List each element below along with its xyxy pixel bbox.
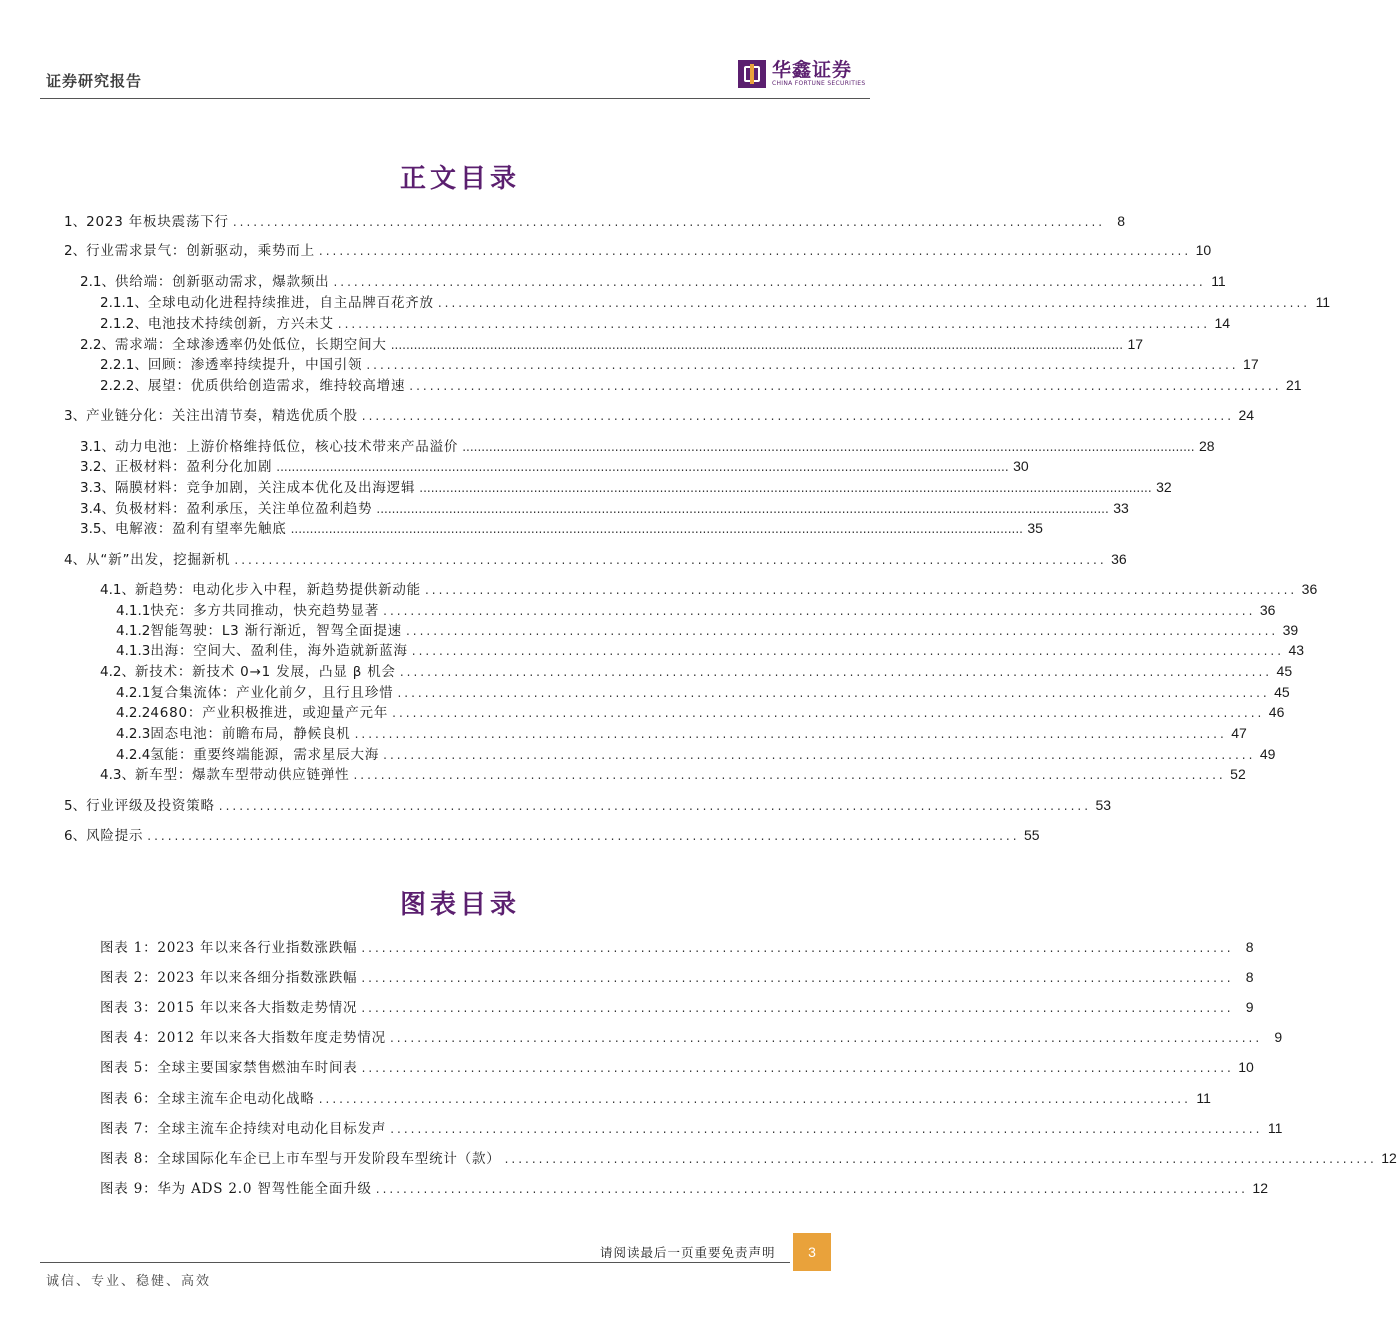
toc-entry-number: 2.2.1、 [100,357,148,373]
toc-entry-page: 36 [1301,581,1318,597]
toc-entry-number: 4.1.1 [116,603,151,619]
dot-leader: ................................................................................................................................ [366,358,1239,372]
toc-entry[interactable] [80,271,1226,291]
header-divider [40,98,870,99]
figure-entry[interactable] [100,997,1254,1017]
toc-entry-number: 4.2.4 [116,747,151,763]
toc-entry[interactable] [116,744,1276,764]
toc-entry-label: 新趋势：电动化步入中程，新趋势提供新动能 [134,582,421,598]
toc-entry-label: 需求端：全球渗透率仍处低位，长期空间大 [114,337,387,353]
toc-entry-page: 39 [1282,622,1299,638]
toc-entry-page: 10 [1195,242,1212,258]
dot-leader: ................................................................................................................................ [383,604,1256,618]
toc-entry-page: 33 [1113,500,1129,516]
toc-entry-label: 电解液：盈利有望率先触底 [114,521,287,537]
toc-entry-number: 4.2.2 [116,705,151,721]
toc-entry-label: 正极材料：盈利分化加剧 [114,459,273,475]
dot-leader: ................................................................................................................................ [147,829,1020,843]
toc-entry[interactable] [80,477,1172,497]
dot-leader: ................................................................................................................................ [411,644,1285,658]
toc-entry[interactable] [64,240,1212,260]
brand-logo [738,60,865,88]
toc-entry-label: 产业链分化：关注出清节奏，精选优质个股 [86,408,358,424]
figure-entry-page: 9 [1245,999,1254,1015]
toc-entry-number: 3、 [64,408,87,424]
toc-entry-number: 4.3、 [100,767,135,783]
dot-leader: ................................................................................................................................ [424,583,1298,597]
dot-leader: ................................................................................................................................................................................................ [276,460,1009,474]
toc-entry-page: 49 [1259,746,1276,762]
toc-entry-number: 4.1、 [100,582,135,598]
dot-leader: ................................................................................................................................................................................................ [390,338,1124,352]
toc-entry[interactable] [80,456,1029,476]
dot-leader: ................................................................................................................................................................................................ [376,502,1109,516]
toc-entry-page: 36 [1259,602,1276,618]
figure-entry-label: 图表 7：全球主流车企持续对电动化目标发声 [100,1121,387,1137]
figure-entry-page: 9 [1274,1029,1283,1045]
page-number-badge: 3 [793,1233,831,1271]
figure-entry-page: 10 [1238,1059,1254,1075]
dot-leader: ................................................................................................................................ [333,275,1206,289]
toc-entry-label: 隔膜材料：竞争加剧，关注成本优化及出海逻辑 [114,480,416,496]
toc-entry-number: 4.2.3 [116,726,151,742]
toc-entry-page: 45 [1274,684,1290,700]
report-type-label: 证券研究报告 [46,72,143,90]
figure-entry[interactable] [100,1118,1283,1138]
toc-entry[interactable] [116,620,1299,640]
dot-leader: ................................................................................................................................ [390,1122,1263,1136]
dot-leader: ................................................................................................................................ [337,317,1211,331]
figure-entry[interactable] [100,1178,1268,1198]
dot-leader: ................................................................................................................................ [397,686,1270,700]
figure-entry[interactable] [100,967,1254,987]
toc-entry-page: 14 [1214,315,1231,331]
toc-entry-page: 45 [1276,663,1293,679]
dot-leader: ................................................................................................................................ [234,553,1107,567]
toc-entry[interactable] [100,313,1231,333]
figure-entry-label: 图表 2：2023 年以来各细分指数涨跌幅 [100,970,358,986]
figure-entry-label: 图表 1：2023 年以来各行业指数涨跌幅 [100,940,358,956]
figure-entry-page: 12 [1381,1150,1397,1166]
figure-entry-label: 图表 4：2012 年以来各大指数年度走势情况 [100,1030,386,1046]
dot-leader: ................................................................................................................................ [232,215,1106,229]
toc-entry[interactable] [64,549,1127,569]
toc-entry[interactable] [64,825,1040,845]
brand-logo-icon [738,60,766,88]
toc-entry-page: 52 [1230,766,1246,782]
figure-entry-label: 图表 6：全球主流车企电动化战略 [100,1091,315,1107]
dot-leader: ................................................................................................................................ [353,768,1226,782]
toc-entry-label: 展望：优质供给创造需求，维持较高增速 [147,378,406,394]
toc-entry[interactable] [116,682,1290,702]
dot-leader: ................................................................................................................................ [437,296,1311,310]
figure-entry-label: 图表 5：全球主要国家禁售燃油车时间表 [100,1060,358,1076]
toc-entry-label: 从“新”出发，挖掘新机 [86,552,231,568]
dot-leader: ................................................................................................................................................................................................ [462,440,1195,454]
toc-entry-number: 2.1.1、 [100,295,148,311]
figure-entry-page: 11 [1267,1120,1283,1136]
dot-leader: ................................................................................................................................ [354,727,1227,741]
toc-entry-number: 3.4、 [80,501,115,517]
dot-leader: ................................................................................................................................ [361,941,1234,955]
toc-entry-number: 5、 [64,798,87,814]
dot-leader: ................................................................................................................................ [383,748,1256,762]
footer-divider [40,1262,790,1263]
toc-entry-page: 32 [1156,479,1172,495]
figure-entry-label: 图表 8：全球国际化车企已上市车型与开发阶段车型统计（款） [100,1151,501,1167]
dot-leader: ................................................................................................................................ [405,624,1279,638]
toc-entry[interactable] [100,661,1293,681]
dot-leader: ................................................................................................................................ [361,1061,1234,1075]
company-slogan: 诚信、专业、稳健、高效 [46,1274,212,1289]
toc-entry-page: 17 [1243,356,1259,372]
toc-entry-label: 动力电池：上游价格维持低位，核心技术带来产品溢价 [114,439,459,455]
dot-leader: ................................................................................................................................ [504,1152,1377,1166]
toc-entry-label: 快充：多方共同推动，快充趋势显著 [150,603,380,619]
toc-entry-number: 4.2、 [100,664,135,680]
brand-name-cn: 华鑫证券 [772,59,853,81]
toc-entry[interactable] [116,640,1305,660]
dot-leader: ................................................................................................................................ [409,379,1282,393]
toc-entry[interactable] [100,579,1318,599]
toc-entry-label: 行业评级及投资策略 [86,798,215,814]
toc-entry-number: 2.2.2、 [100,378,148,394]
dot-leader: ................................................................................................................................ [361,1001,1234,1015]
toc-entry-page: 11 [1211,273,1226,289]
toc-entry-number: 2.1.2、 [100,316,148,332]
toc-entry[interactable] [100,354,1259,374]
toc-entry-page: 30 [1013,458,1029,474]
toc-title: 正文目录 [399,164,520,194]
figure-entry-page: 12 [1252,1180,1268,1196]
toc-entry-number: 4、 [64,552,87,568]
figure-entry[interactable] [100,1027,1283,1047]
toc-entry-number: 3.5、 [80,521,115,537]
dot-leader: ................................................................................................................................ [361,971,1234,985]
figure-entry-label: 图表 3：2015 年以来各大指数走势情况 [100,1000,358,1016]
toc-entry[interactable] [80,334,1144,354]
toc-entry-label: 复合集流体：产业化前夕，且行且珍惜 [150,685,394,701]
brand-name-en: CHINA FORTUNE SECURITIES [772,80,866,87]
dot-leader: ................................................................................................................................ [399,665,1273,679]
toc-entry-number: 3.1、 [80,439,115,455]
dot-leader: ................................................................................................................................ [375,1182,1248,1196]
dot-leader: ................................................................................................................................ [318,244,1192,258]
toc-entry-label: 氢能：重要终端能源，需求星辰大海 [150,747,380,763]
toc-entry-page: 53 [1095,797,1112,813]
toc-entry-page: 17 [1127,336,1144,352]
toc-entry[interactable] [80,518,1043,538]
toc-entry-label: 负极材料：盈利承压，关注单位盈利趋势 [114,501,373,517]
toc-entry-label: 回顾：渗透率持续提升，中国引领 [147,357,363,373]
toc-entry-page: 43 [1288,642,1305,658]
toc-entry-number: 4.1.2 [116,623,151,639]
dot-leader: ................................................................................................................................ [318,1092,1191,1106]
toc-entry-page: 21 [1285,377,1302,393]
toc-entry-number: 2.2、 [80,337,115,353]
toc-entry-label: 行业需求景气：创新驱动，乘势而上 [86,243,315,259]
toc-entry-page: 24 [1238,407,1255,423]
toc-entry[interactable] [100,764,1246,784]
toc-entry-page: 36 [1111,551,1127,567]
disclaimer-note: 请阅读最后一页重要免责声明 [600,1245,776,1260]
toc-entry-label: 电池技术持续创新，方兴未艾 [147,316,334,332]
figure-entry-page: 8 [1245,939,1254,955]
dot-leader: ................................................................................................................................ [361,409,1235,423]
toc-entry[interactable] [116,723,1247,743]
toc-entry-page: 46 [1268,704,1285,720]
toc-entry-number: 2、 [64,243,87,259]
toc-entry-page: 28 [1198,438,1215,454]
toc-entry-number: 3.2、 [80,459,115,475]
toc-entry-label: 新车型：爆款车型带动供应链弹性 [134,767,350,783]
toc-entry[interactable] [80,498,1129,518]
toc-entry-page: 55 [1023,827,1040,843]
toc-entry[interactable] [64,795,1112,815]
toc-entry-label: 2023 年板块震荡下行 [86,214,229,230]
toc-entry-label: 全球电动化进程持续推进，自主品牌百花齐放 [147,295,434,311]
toc-entry-page: 8 [1117,213,1126,229]
toc-entry-number: 4.1.3 [116,643,151,659]
figure-entry-label: 图表 9：华为 ADS 2.0 智驾性能全面升级 [100,1181,372,1197]
figure-entry[interactable] [100,1057,1254,1077]
toc-entry-label: 智能驾驶：L3 渐行渐近，智驾全面提速 [150,623,402,639]
toc-entry-label: 供给端：创新驱动需求，爆款频出 [114,274,330,290]
dot-leader: ................................................................................................................................................................................................ [419,481,1152,495]
dot-leader: ................................................................................................................................ [218,799,1092,813]
dot-leader: ................................................................................................................................ [392,706,1265,720]
figure-entry[interactable] [100,1088,1211,1108]
toc-entry-page: 11 [1315,294,1331,310]
toc-entry[interactable] [80,436,1215,456]
toc-entry-number: 2.1、 [80,274,115,290]
dot-leader: ................................................................................................................................................................................................ [290,522,1023,536]
figure-entry-page: 11 [1196,1090,1211,1106]
toc-entry[interactable] [64,405,1255,425]
figure-entry[interactable] [100,1148,1397,1168]
toc-entry[interactable] [116,600,1276,620]
toc-entry-page: 47 [1231,725,1247,741]
toc-entry[interactable] [100,375,1302,395]
toc-entry-number: 4.2.1 [116,685,151,701]
toc-entry[interactable] [116,702,1285,722]
toc-entry-label: 新技术：新技术 0→1 发展，凸显 β 机会 [134,664,396,680]
toc-entry-number: 1、 [64,214,87,230]
toc-entry-label: 出海：空间大、盈利佳，海外造就新蓝海 [150,643,408,659]
figure-entry[interactable] [100,937,1254,957]
toc-entry-label: 4680：产业积极推进，或迎量产元年 [150,705,389,721]
toc-entry-number: 3.3、 [80,480,115,496]
toc-entry-label: 风险提示 [86,828,144,844]
toc-entry-page: 35 [1027,520,1043,536]
figures-title: 图表目录 [399,890,520,920]
toc-entry-number: 6、 [64,828,87,844]
figure-entry-page: 8 [1245,969,1254,985]
toc-entry[interactable] [64,211,1126,231]
toc-entry[interactable] [100,292,1331,312]
toc-entry-label: 固态电池：前瞻布局，静候良机 [150,726,351,742]
dot-leader: ................................................................................................................................ [389,1031,1263,1045]
